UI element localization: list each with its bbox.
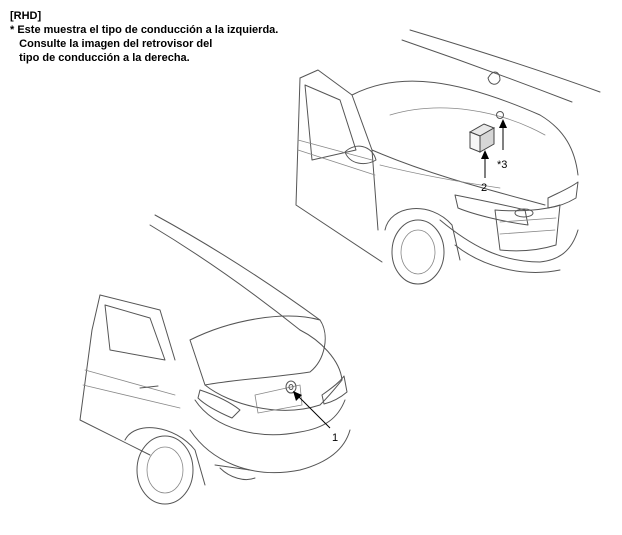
callout-label-2: 2 bbox=[481, 182, 488, 194]
front-car-illustration bbox=[296, 30, 600, 284]
note-line-2: Consulte la imagen del retrovisor del bbox=[10, 38, 213, 50]
control-unit-icon bbox=[470, 124, 494, 152]
callout-label-3: *3 bbox=[497, 159, 508, 171]
note-tag: [RHD] bbox=[10, 10, 42, 22]
note-line-1: * Este muestra el tipo de conducción a la izquierda. bbox=[10, 24, 279, 36]
callout-label-1: 1 bbox=[332, 432, 339, 444]
note-line-3: tipo de conducción a la derecha. bbox=[10, 52, 190, 64]
rear-car-illustration bbox=[80, 215, 350, 504]
front-camera-icon bbox=[497, 112, 504, 119]
